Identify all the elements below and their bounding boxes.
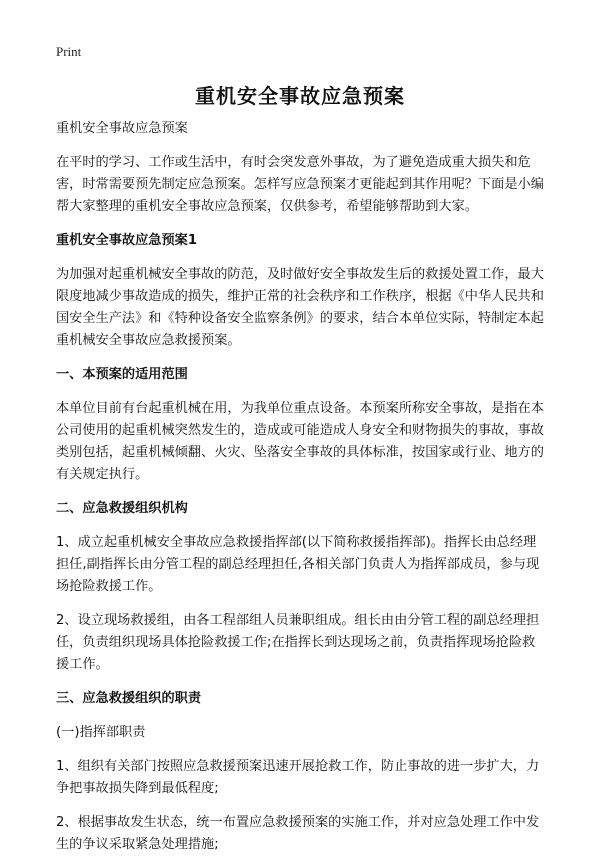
duties-paragraph-1: 1、组织有关部门按照应急救援预案迅速开展抢救工作，防止事故的进一步扩大，力争把事故损失降到最低程度; <box>56 759 540 796</box>
section-heading-organization: 二、应急救援组织机构 <box>56 501 188 516</box>
intro-paragraph: 在平时的学习、工作或生活中，有时会突发意外事故，为了避免造成重大损失和危害，时常需要预先制定应急预案。怎样写应急预案才更能起到其作用呢？下面是小编帮大家整理的重机安全事故应急预案，仅供参考，希望能够帮助到大家。 <box>56 155 544 214</box>
purpose-paragraph: 为加强对起重机械安全事故的防范，及时做好安全事故发生后的救援处置工作，最大限度地减少事故造成的损失，维护正常的社会秩序和工作秩序，根据《中华人民共和国安全生产法》和《特种设备安全监察条例》的要求，结合本单位实际，特制定本起重机械安全事故应急救援预案。 <box>56 267 544 348</box>
duties-paragraph-2: 2、根据事故发生状态，统一布置应急救援预案的实施工作，并对应急处理工作中发生的争议采取紧急处理措施; <box>56 815 540 852</box>
document-subtitle: 重机安全事故应急预案 <box>56 121 188 136</box>
page-title: 重机安全事故应急预案 <box>195 84 405 108</box>
print-label: Print <box>56 44 82 59</box>
section-heading-duties: 三、应急救援组织的职责 <box>56 691 202 706</box>
document-body <box>56 118 544 868</box>
section-heading-scope: 一、本预案的适用范围 <box>56 367 188 382</box>
section-main-heading: 重机安全事故应急预案1 <box>56 233 198 248</box>
scope-paragraph: 本单位目前有台起重机械在用，为我单位重点设备。本预案所称安全事故，是指在本公司使用的起重机械突然发生的，造成或可能造成人身安全和财物损失的事故，事故类别包括，起重机械倾翻、火灾、坠落安全事故的具体标准，按国家或行业、地方的有关规定执行。 <box>56 401 544 482</box>
organization-paragraph-2: 2、设立现场救援组，由各工程部组人员兼职组成。组长由由分管工程的副总经理担任，负责组织现场具体抢险救援工作;在指挥长到达现场之前，负责指挥现场抢险救援工作。 <box>56 613 540 672</box>
organization-paragraph-1: 1、成立起重机械安全事故应急救援指挥部(以下简称救援指挥部)。指挥长由总经理担任,副指挥长由分管工程的副总经理担任,各相关部门负责人为指挥部成员，参与现场抢险救援工作。 <box>56 535 540 594</box>
duties-subheading: (一)指挥部职责 <box>56 725 146 740</box>
